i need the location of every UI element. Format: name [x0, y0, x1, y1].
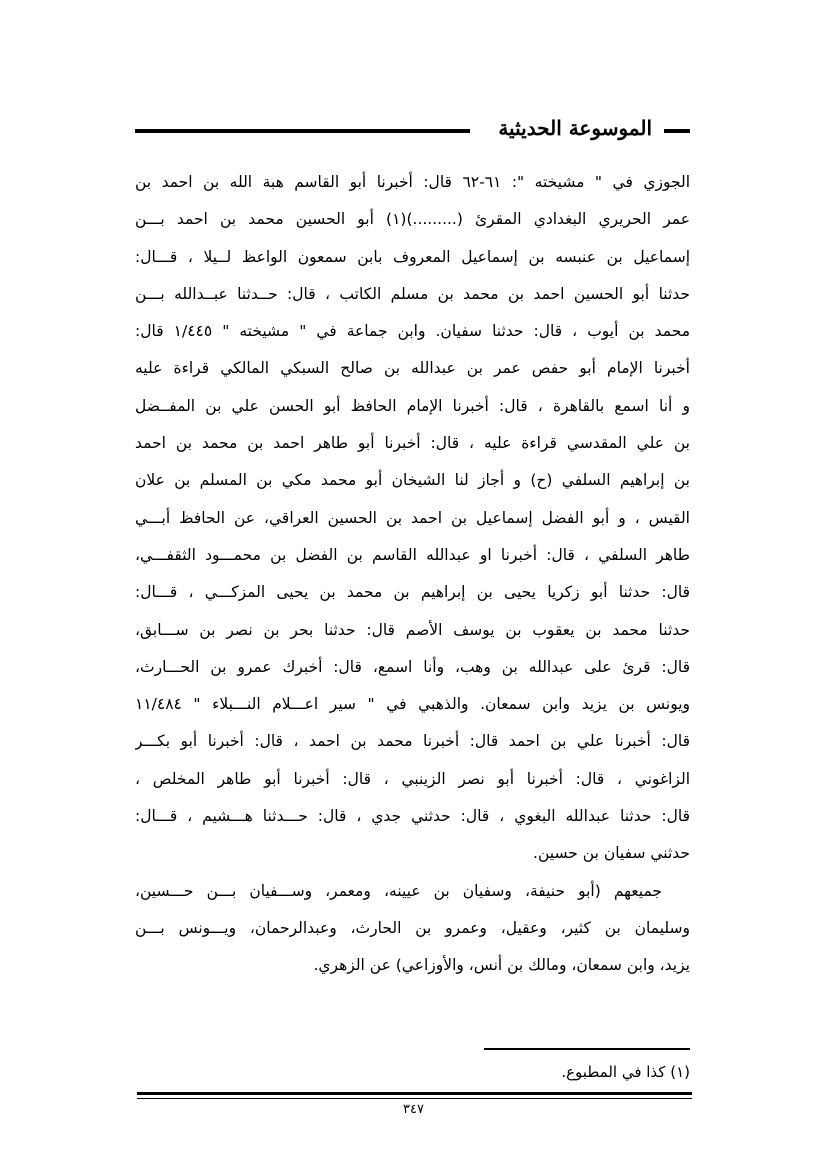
footer-rule-thin	[137, 1098, 692, 1099]
footer-rule-thick	[137, 1092, 692, 1095]
text-line: حدثنا محمد بن يعقوب بن يوسف الأصم قال: حدثنا بحر بن نصر بن ســـابق،	[135, 620, 690, 639]
text-line: إسماعيل بن عنبسه بن إسماعيل المعروف بابن سمعون الواعظ لــيلا ، قـــال:	[135, 247, 690, 266]
footnote-separator	[484, 1048, 690, 1050]
text-line: قال: حدثنا عبدالله البغوي ، قال: حدثني جدي ، قال: حـــدثنا هـــشيم ، قـــال:	[135, 807, 690, 826]
text-line: محمد بن أيوب ، قال: حدثنا سفيان. وابن جماعة في " مشيخته " ١/٤٤٥ قال:	[135, 322, 690, 341]
text-line: حدثنا أبو الحسين احمد بن محمد بن مسلم الكاتب ، قال: حــدثنا عبــدالله بـــن	[135, 284, 690, 303]
page-number: ٣٤٧	[403, 1102, 424, 1117]
text-line: يزيد، وابن سمعان، ومالك بن أنس، والأوزاعي) عن الزهري.	[313, 956, 690, 975]
header-bar-left	[135, 129, 470, 133]
header-title: الموسوعة الحديثية	[498, 116, 652, 140]
text-line: قال: أخبرنا علي بن احمد قال: أخبرنا محمد بن احمد ، قال: أخبرنا أبو بكـــر	[135, 732, 690, 751]
running-header	[135, 118, 690, 142]
text-line: أخبرنا الإمام أبو حفص عمر بن عبدالله بن صالح السبكي المالكي قراءة عليه	[135, 359, 690, 378]
body-text	[135, 164, 690, 985]
text-line: طاهر السلفي ، قال: أخبرنا او عبدالله القاسم بن الفضل بن محمـــود الثقفـــي،	[135, 545, 690, 564]
footnote: (١) كذا في المطبوع.	[561, 1063, 690, 1081]
header-bar-right	[664, 129, 690, 133]
text-line: قال: قرئ على عبدالله بن وهب، وأنا اسمع، قال: أخبرك عمرو بن الحـــارث،	[135, 657, 690, 676]
text-line: ويونس بن يزيد وابن سمعان. والذهبي في " سير اعـــلام النـــبلاء " ١١/٤٨٤	[135, 695, 690, 714]
text-line: وسليمان بن كثير، وعقيل، وعمرو بن الحارث، وعبدالرحمان، ويـــونس بـــن	[135, 918, 690, 937]
text-line: جميعهم (أبو حنيفة، وسفيان بن عيينه، ومعمر، وســـفيان بـــن حـــسين،	[135, 881, 662, 900]
text-line: حدثني سفيان بن حسين.	[533, 844, 690, 863]
text-line: بن إبراهيم السلفي (ح) و أجاز لنا الشيخان أبو محمد مكي بن المسلم بن علان	[135, 471, 690, 490]
text-line: الزاغوني ، قال: أخبرنا أبو نصر الزينبي ، قال: أخبرنا أبو طاهر المخلص ،	[135, 769, 690, 788]
text-line: عمر الحريري البغدادي المقرئ (.........)(١) أبو الحسين محمد بن احمد بـــن	[135, 210, 690, 229]
text-line: و أنا اسمع بالقاهرة ، قال: أخبرنا الإمام الحافظ أبو الحسن علي بن المفــضل	[135, 396, 690, 415]
text-line: الجوزي في " مشيخته ": ٦١-٦٢ قال: أخبرنا أبو القاسم هبة الله بن احمد بن	[135, 173, 690, 191]
text-line: قال: حدثنا أبو زكريا يحيى بن إبراهيم بن محمد بن يحيى المزكـــي ، قـــال:	[135, 583, 690, 602]
text-line: بن علي المقدسي قراءة عليه ، قال: أخبرنا أبو طاهر احمد بن محمد بن احمد	[135, 434, 690, 453]
text-line: القيس ، و أبو الفضل إسماعيل بن احمد بن الحسين العراقي، عن الحافظ أبـــي	[135, 508, 690, 527]
